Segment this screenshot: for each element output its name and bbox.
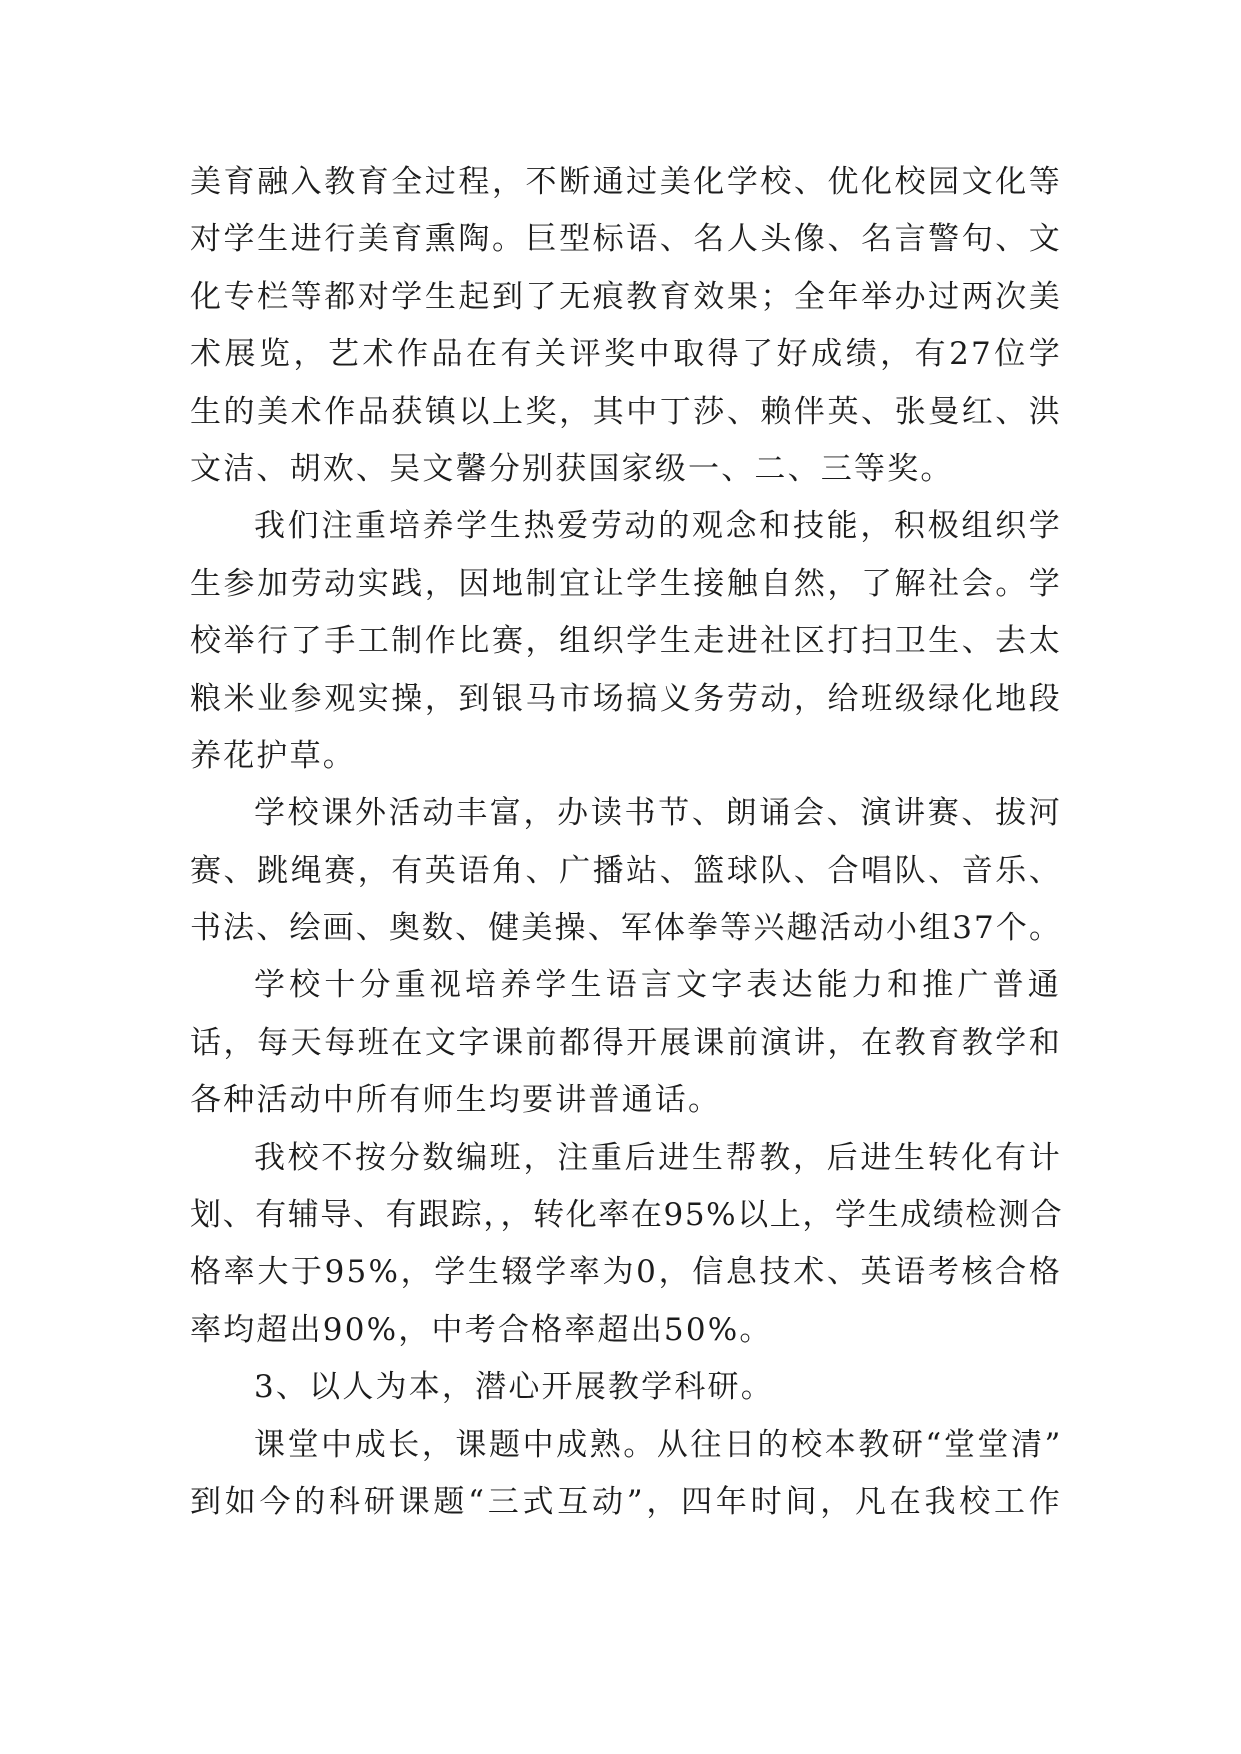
section-heading-text: 3、以人为本，潜心开展教学科研。 bbox=[254, 1369, 774, 1406]
text-line: 文洁、胡欢、吴文馨分别获国家级一、二、三等奖。 bbox=[190, 450, 954, 487]
text-line: 我校不按分数编班，注重后进生帮教，后进生转化有计 bbox=[254, 1139, 1062, 1176]
text-line: 美育融入教育全过程，不断通过美化学校、优化校园文化等 bbox=[190, 164, 1062, 200]
paragraph-extracurricular bbox=[190, 785, 1062, 957]
text-line: 粮米业参观实操，到银马市场搞义务劳动，给班级绿化地段 bbox=[190, 680, 1062, 717]
text-line: 各种活动中所有师生均要讲普通话。 bbox=[190, 1082, 722, 1119]
text-line: 校举行了手工制作比赛，组织学生走进社区打扫卫生、去太 bbox=[190, 623, 1062, 660]
paragraph-language bbox=[190, 957, 1062, 1129]
text-line: 术展览，艺术作品在有关评奖中取得了好成绩，有27位学 bbox=[190, 336, 1062, 373]
paragraph-labor-education bbox=[190, 498, 1062, 785]
text-line: 赛、跳绳赛，有英语角、广播站、篮球队、合唱队、音乐、 bbox=[190, 852, 1062, 889]
text-line: 生的美术作品获镇以上奖，其中丁莎、赖伴英、张曼红、洪 bbox=[190, 393, 1062, 430]
text-line: 率均超出90%，中考合格率超出50%。 bbox=[190, 1311, 773, 1348]
paragraph-aesthetic-education bbox=[190, 154, 1062, 498]
text-line: 养花护草。 bbox=[190, 737, 356, 774]
text-line: 对学生进行美育熏陶。巨型标语、名人头像、名言警句、文 bbox=[190, 221, 1062, 258]
paragraph-class-assignment bbox=[190, 1130, 1062, 1360]
text-line: 生参加劳动实践，因地制宜让学生接触自然，了解社会。学 bbox=[190, 565, 1062, 602]
text-line: 话，每天每班在文字课前都得开展课前演讲，在教育教学和 bbox=[190, 1024, 1062, 1061]
text-line: 化专栏等都对学生起到了无痕教育效果；全年举办过两次美 bbox=[190, 278, 1062, 315]
text-line: 学校十分重视培养学生语言文字表达能力和推广普通 bbox=[254, 967, 1062, 1004]
text-line: 格率大于95%，学生辍学率为0，信息技术、英语考核合格 bbox=[190, 1254, 1062, 1291]
text-line: 到如今的科研课题“三式互动”，四年时间，凡在我校工作 bbox=[190, 1483, 1062, 1520]
text-line: 课堂中成长，课题中成熟。从往日的校本教研“堂堂清” bbox=[254, 1426, 1062, 1463]
section-heading bbox=[190, 1359, 1062, 1416]
text-line: 我们注重培养学生热爱劳动的观念和技能，积极组织学 bbox=[254, 508, 1062, 545]
text-line: 划、有辅导、有跟踪，，转化率在95%以上，学生成绩检测合 bbox=[190, 1197, 1064, 1234]
text-line: 学校课外活动丰富，办读书节、朗诵会、演讲赛、拔河 bbox=[254, 795, 1062, 832]
paragraph-research bbox=[190, 1417, 1062, 1532]
text-line: 书法、绘画、奥数、健美操、军体拳等兴趣活动小组37个。 bbox=[190, 910, 1062, 947]
document-body bbox=[190, 154, 1062, 1531]
